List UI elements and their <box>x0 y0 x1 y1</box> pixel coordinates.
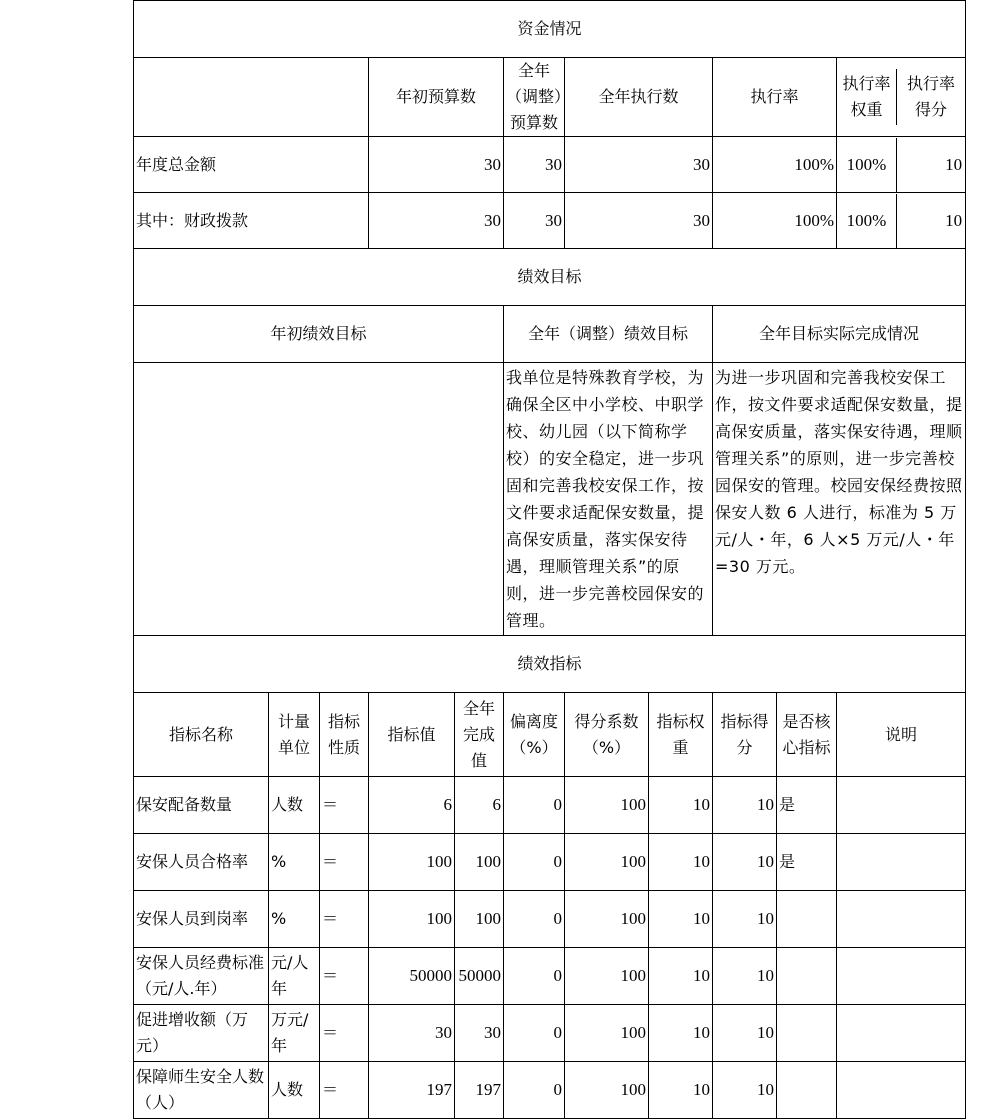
funds-header-weight: 执行率权重 <box>837 69 897 125</box>
ind-score: 10 <box>713 948 777 1005</box>
ind-weight: 10 <box>649 834 713 891</box>
ind-note <box>837 1062 966 1119</box>
ind-header-actual: 全年完成值 <box>455 693 504 777</box>
funds-header-rate: 执行率 <box>713 58 837 137</box>
ind-weight: 10 <box>649 891 713 948</box>
ind-header-note: 说明 <box>837 693 966 777</box>
funds-row-weight: 100% <box>837 194 897 248</box>
ind-actual: 50000 <box>455 948 504 1005</box>
funds-header-score: 执行率得分 <box>907 74 956 119</box>
ind-score: 10 <box>713 891 777 948</box>
ind-target: 50000 <box>369 948 455 1005</box>
ind-note <box>837 1005 966 1062</box>
funds-row-initial: 30 <box>369 193 504 249</box>
ind-core: 是 <box>777 777 837 834</box>
ind-actual: 30 <box>455 1005 504 1062</box>
ind-unit: 人数 <box>269 777 320 834</box>
ind-header-target: 指标值 <box>369 693 455 777</box>
ind-actual: 100 <box>455 834 504 891</box>
ind-unit: 元/人年 <box>269 948 320 1005</box>
funds-row-rate: 100% <box>713 193 837 249</box>
ind-coef: 100 <box>565 1062 649 1119</box>
goals-header-adjusted: 全年（调整）绩效目标 <box>504 306 713 363</box>
ind-header-name: 指标名称 <box>134 693 269 777</box>
ind-header-weight: 指标权重 <box>649 693 713 777</box>
funds-section-title: 资金情况 <box>134 1 966 58</box>
ind-header-deviation: 偏离度（%） <box>504 693 565 777</box>
ind-header-score: 指标得分 <box>713 693 777 777</box>
ind-target: 197 <box>369 1062 455 1119</box>
ind-deviation: 0 <box>504 834 565 891</box>
ind-coef: 100 <box>565 777 649 834</box>
ind-nature: ＝ <box>320 777 369 834</box>
goals-actual-text: 为进一步巩固和完善我校安保工作，按文件要求适配保安数量，提高保安质量，落实保安待遇，理顺管理关系”的原则，进一步完善校园保安的管理。校园安保经费按照保安人数 6 人进行，标准为 5 万元/人・年，6 人×5 万元/人・年=30 万元。 <box>713 363 966 636</box>
ind-target: 100 <box>369 891 455 948</box>
table-row <box>134 948 966 1005</box>
ind-score: 10 <box>713 1062 777 1119</box>
ind-nature: ＝ <box>320 1005 369 1062</box>
ind-score: 10 <box>713 1005 777 1062</box>
funds-header-initial: 年初预算数 <box>369 58 504 137</box>
goals-initial-text <box>134 363 504 636</box>
ind-header-nature: 指标性质 <box>320 693 369 777</box>
ind-note <box>837 834 966 891</box>
ind-actual: 197 <box>455 1062 504 1119</box>
ind-weight: 10 <box>649 777 713 834</box>
ind-header-core: 是否核心指标 <box>777 693 837 777</box>
funds-row-label: 年度总金额 <box>134 137 369 193</box>
ind-deviation: 0 <box>504 1062 565 1119</box>
funds-header-weight-score <box>837 58 966 137</box>
funds-row-weight: 100% <box>837 138 897 192</box>
ind-note <box>837 777 966 834</box>
funds-header-adjusted: 全年（调整）预算数 <box>504 58 565 137</box>
funds-row-adjusted: 30 <box>504 193 565 249</box>
funds-row-score: 10 <box>945 210 963 230</box>
ind-score: 10 <box>713 834 777 891</box>
indicators-section-title: 绩效指标 <box>134 636 966 693</box>
ind-unit: % <box>269 834 320 891</box>
ind-actual: 6 <box>455 777 504 834</box>
ind-target: 100 <box>369 834 455 891</box>
ind-coef: 100 <box>565 948 649 1005</box>
table-row <box>134 777 966 834</box>
funds-row-executed: 30 <box>565 193 713 249</box>
ind-nature: ＝ <box>320 891 369 948</box>
ind-target: 6 <box>369 777 455 834</box>
ind-core <box>777 948 837 1005</box>
ind-name: 安保人员经费标准（元/人.年） <box>134 948 269 1005</box>
table-row <box>134 1062 966 1119</box>
ind-name: 安保人员合格率 <box>134 834 269 891</box>
ind-coef: 100 <box>565 1005 649 1062</box>
funds-row-rate: 100% <box>713 137 837 193</box>
ind-target: 30 <box>369 1005 455 1062</box>
ind-nature: ＝ <box>320 834 369 891</box>
ind-name: 促进增收额（万元） <box>134 1005 269 1062</box>
funds-row <box>134 137 966 193</box>
ind-coef: 100 <box>565 891 649 948</box>
ind-weight: 10 <box>649 948 713 1005</box>
table-row <box>134 891 966 948</box>
funds-row-weight-score <box>837 193 966 249</box>
goals-adjusted-text: 我单位是特殊教育学校，为确保全区中小学校、中职学校、幼儿园（以下简称学校）的安全稳定，进一步巩固和完善我校安保工作，按文件要求适配保安数量，提高保安质量，落实保安待遇，理顺管理关系”的原则，进一步完善校园保安的管理。 <box>504 363 713 636</box>
funds-row-label: 其中：财政拨款 <box>134 193 369 249</box>
funds-row-adjusted: 30 <box>504 137 565 193</box>
ind-header-coef: 得分系数（%） <box>565 693 649 777</box>
ind-weight: 10 <box>649 1005 713 1062</box>
table-row <box>134 1005 966 1062</box>
ind-header-unit: 计量单位 <box>269 693 320 777</box>
ind-actual: 100 <box>455 891 504 948</box>
ind-deviation: 0 <box>504 777 565 834</box>
ind-core: 是 <box>777 834 837 891</box>
ind-deviation: 0 <box>504 1005 565 1062</box>
ind-nature: ＝ <box>320 948 369 1005</box>
ind-core <box>777 1062 837 1119</box>
ind-nature: ＝ <box>320 1062 369 1119</box>
funds-row-executed: 30 <box>565 137 713 193</box>
ind-score: 10 <box>713 777 777 834</box>
ind-name: 保障师生安全人数（人） <box>134 1062 269 1119</box>
ind-weight: 10 <box>649 1062 713 1119</box>
ind-note <box>837 948 966 1005</box>
ind-name: 安保人员到岗率 <box>134 891 269 948</box>
funds-row-initial: 30 <box>369 137 504 193</box>
funds-row-score: 10 <box>945 154 963 174</box>
ind-note <box>837 891 966 948</box>
funds-row <box>134 193 966 249</box>
goals-header-initial: 年初绩效目标 <box>134 306 504 363</box>
ind-unit: % <box>269 891 320 948</box>
goals-section-title: 绩效目标 <box>134 249 966 306</box>
performance-table <box>133 0 966 1119</box>
ind-deviation: 0 <box>504 891 565 948</box>
ind-deviation: 0 <box>504 948 565 1005</box>
ind-core <box>777 891 837 948</box>
funds-header-blank <box>134 58 369 137</box>
ind-coef: 100 <box>565 834 649 891</box>
ind-core <box>777 1005 837 1062</box>
table-row <box>134 834 966 891</box>
ind-name: 保安配备数量 <box>134 777 269 834</box>
ind-unit: 人数 <box>269 1062 320 1119</box>
funds-header-executed: 全年执行数 <box>565 58 713 137</box>
goals-header-actual: 全年目标实际完成情况 <box>713 306 966 363</box>
funds-row-weight-score <box>837 137 966 193</box>
ind-unit: 万元/年 <box>269 1005 320 1062</box>
